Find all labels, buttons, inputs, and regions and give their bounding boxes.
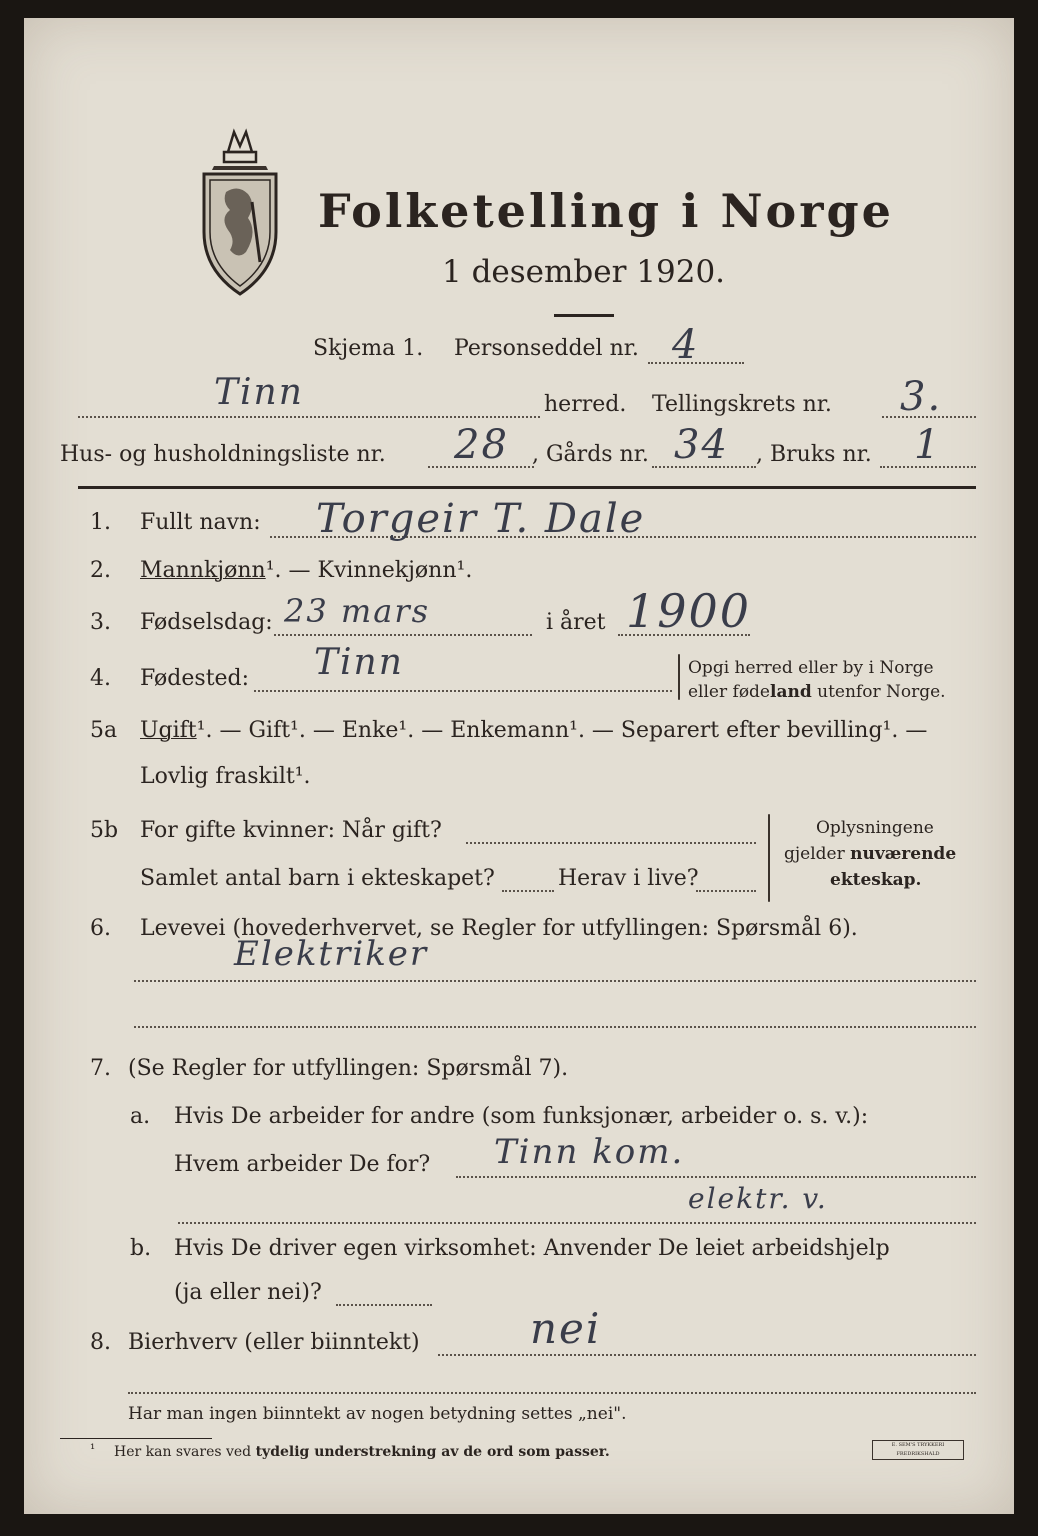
q5b-note-3: ekteskap. [830, 870, 922, 890]
q1-value: Torgeir T. Dale [316, 496, 646, 542]
tellingskrets-value: 3. [900, 374, 943, 420]
q3-label: Fødselsdag: [140, 610, 273, 635]
q7-number: 7. [90, 1056, 111, 1081]
personseddel-label: Personseddel nr. [454, 336, 639, 361]
q6-label: Levevei (hovederhvervet, se Regler for utfyllingen: Spørsmål 6). [140, 916, 858, 941]
bruks-value: 1 [914, 422, 942, 468]
q4-line [254, 690, 672, 692]
q5b-note-2: gjelder nuværende [784, 844, 957, 864]
q7a-line-1 [456, 1176, 976, 1178]
q8-line-1 [438, 1354, 976, 1356]
q2-rest: ¹. — Kvinnekjønn¹. [265, 558, 473, 583]
q5b-label-2: Samlet antal barn i ekteskapet? [140, 866, 495, 891]
footnote-text: Her kan svares ved tydelig understrekning av de ord som passer. [114, 1444, 610, 1460]
q7-label: (Se Regler for utfyllingen: Spørsmål 7). [128, 1056, 569, 1081]
personseddel-value: 4 [672, 322, 700, 368]
q3-value: 23 mars [284, 592, 431, 630]
q5b-label-1: For gifte kvinner: Når gift? [140, 818, 442, 843]
q4-note-2: eller fødeland utenfor Norge. [688, 682, 946, 702]
q2-number: 2. [90, 558, 111, 583]
q1-label: Fullt navn: [140, 510, 261, 535]
q5a-line-2: Lovlig fraskilt¹. [140, 764, 311, 789]
printer-stamp: E. SEM'S TRYKKERI FREDRIKSHALD [872, 1440, 964, 1460]
q5a-text [140, 718, 927, 743]
title-divider [554, 314, 614, 317]
census-form [24, 18, 1014, 1514]
q7a-value-1: Tinn kom. [494, 1132, 685, 1172]
q4-brace [678, 654, 680, 700]
herred-label: herred. [544, 392, 627, 417]
q5b-label-3: Herav i live? [558, 866, 699, 891]
q5b-brace [768, 814, 770, 902]
q5b-line-3 [696, 890, 756, 892]
q7b-line [336, 1304, 432, 1306]
q7b-letter: b. [130, 1236, 152, 1261]
q7b-label-1: Hvis De driver egen virksomhet: Anvender De leiet arbeidshjelp [174, 1236, 890, 1261]
herred-value: Tinn [214, 372, 304, 413]
q8-value: nei [530, 1304, 602, 1353]
q3-number: 3. [90, 610, 111, 635]
bruks-label: , Bruks nr. [756, 442, 872, 467]
q4-value: Tinn [314, 642, 404, 683]
footer-note: Har man ingen biinntekt av nogen betydning settes „nei". [128, 1404, 627, 1424]
q1-number: 1. [90, 510, 111, 535]
q7b-label-2: (ja eller nei)? [174, 1280, 322, 1305]
q5b-line-2 [502, 890, 554, 892]
q7a-label-2: Hvem arbeider De for? [174, 1152, 431, 1177]
q6-number: 6. [90, 916, 111, 941]
hus-label: Hus- og husholdningsliste nr. [60, 442, 386, 467]
q7a-letter: a. [130, 1104, 151, 1129]
gards-value: 34 [674, 422, 729, 468]
q2-text [140, 558, 472, 583]
coat-of-arms-icon [190, 122, 290, 302]
q5b-note-1: Oplysningene [816, 818, 934, 838]
census-date: 1 desember 1920. [442, 254, 726, 290]
q5b-line-1 [466, 842, 756, 844]
tellingskrets-label: Tellingskrets nr. [652, 392, 832, 417]
q5a-rest: ¹. — Gift¹. — Enke¹. — Enkemann¹. — Separert efter bevilling¹. — [196, 718, 928, 743]
q4-label: Fødested: [140, 666, 250, 691]
header-rule [78, 486, 976, 489]
q3-year-value: 1900 [626, 584, 752, 638]
q8-line-2 [128, 1392, 976, 1394]
q2-male: Mannkjønn [140, 558, 266, 583]
skjema-label: Skjema 1. [313, 336, 424, 361]
q7a-line-2 [178, 1222, 976, 1224]
q6-value: Elektriker [234, 934, 429, 974]
form-title: Folketelling i Norge [318, 184, 894, 238]
footnote-mark: ¹ [90, 1442, 96, 1457]
q6-line-1 [134, 980, 976, 982]
q5b-number: 5b [90, 818, 119, 843]
q3-year-label: i året [546, 610, 606, 635]
q7a-label-1: Hvis De arbeider for andre (som funksjonær, arbeider o. s. v.): [174, 1104, 869, 1129]
q6-line-2 [134, 1026, 976, 1028]
q7a-value-2: elektr. v. [688, 1182, 828, 1215]
hus-value: 28 [454, 422, 509, 468]
gards-label: , Gårds nr. [532, 442, 649, 467]
footnote-rule [60, 1438, 212, 1439]
q5a-number: 5a [90, 718, 118, 743]
q8-number: 8. [90, 1330, 111, 1355]
q5a-ugift: Ugift [140, 718, 197, 743]
q8-label: Bierhverv (eller biinntekt) [128, 1330, 420, 1355]
herred-line [78, 416, 540, 418]
q4-number: 4. [90, 666, 111, 691]
q3-line [274, 634, 532, 636]
q4-note-1: Opgi herred eller by i Norge [688, 658, 934, 678]
